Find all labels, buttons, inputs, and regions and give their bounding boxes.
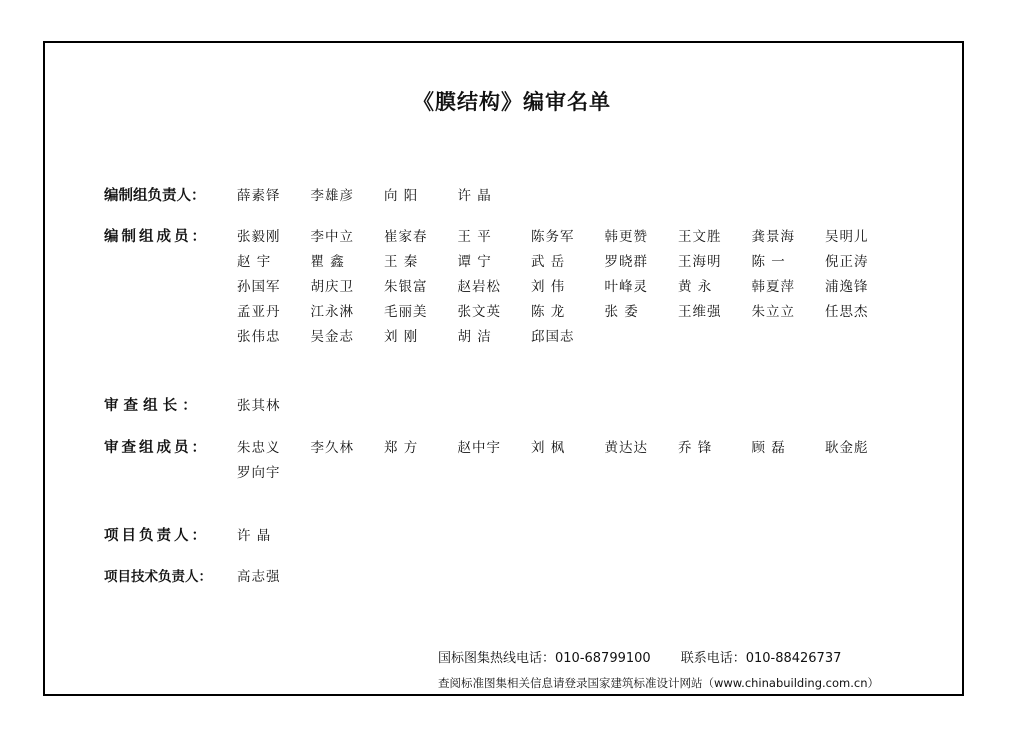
person-name: 耿金彪	[825, 440, 869, 456]
footer-contact-info	[438, 646, 879, 696]
section-xiangmu-jishu-fuzeren	[104, 565, 899, 590]
person-name: 吴明儿	[825, 229, 869, 245]
person-name: 黄 永	[678, 279, 713, 295]
person-name: 孙国军	[237, 279, 281, 295]
names-grid	[237, 394, 899, 419]
person-name: 胡 洁	[457, 329, 492, 345]
section-label: 审 查 组 长 ：	[104, 398, 197, 414]
person-name: 赵 宇	[237, 254, 272, 270]
person-name: 朱立立	[751, 304, 795, 320]
person-name: 陈务军	[531, 229, 575, 245]
person-name: 韩更赞	[604, 229, 648, 245]
page-title: 《膜结构》编审名单	[413, 90, 611, 114]
person-name: 叶峰灵	[604, 279, 648, 295]
person-name: 乔 锋	[678, 440, 713, 456]
person-name: 武 岳	[531, 254, 566, 270]
person-name: 张毅刚	[237, 229, 281, 245]
section-label: 编制组负责人：	[104, 188, 206, 204]
person-name: 龚景海	[751, 229, 795, 245]
contact-number: 010-88426737	[745, 651, 842, 666]
person-name: 王维强	[678, 304, 722, 320]
contact-label: 联系电话：	[680, 651, 746, 666]
person-name: 孟亚丹	[237, 304, 281, 320]
person-name: 高志强	[237, 569, 281, 585]
person-name: 张伟忠	[237, 329, 281, 345]
person-name: 张文英	[457, 304, 501, 320]
section-bianzhi-fuzeren	[104, 184, 899, 209]
hotline-label: 国标图集热线电话：	[438, 651, 556, 666]
section-shencha-zuzhang	[104, 394, 899, 419]
person-name: 李雄彦	[310, 188, 354, 204]
names-grid	[237, 565, 899, 590]
person-name: 张其林	[237, 398, 281, 414]
person-name: 李中立	[310, 229, 354, 245]
person-name: 胡庆卫	[310, 279, 354, 295]
person-name: 倪正涛	[825, 254, 869, 270]
person-name: 郑 方	[384, 440, 419, 456]
person-name: 谭 宁	[457, 254, 492, 270]
person-name: 陈 一	[751, 254, 786, 270]
names-grid	[237, 524, 899, 549]
names-grid	[237, 225, 899, 350]
section-label: 编制组成员：	[104, 229, 209, 245]
person-name: 李久林	[310, 440, 354, 456]
person-name: 任思杰	[825, 304, 869, 320]
person-name: 刘 刚	[384, 329, 419, 345]
person-name: 毛丽美	[384, 304, 428, 320]
section-xiangmu-fuzeren	[104, 524, 899, 549]
section-label: 项目负责人：	[104, 528, 209, 544]
names-grid	[237, 436, 899, 486]
names-grid	[237, 184, 899, 209]
person-name: 罗向宇	[237, 465, 281, 481]
person-name: 许 晶	[457, 188, 492, 204]
person-name: 薛素铎	[237, 188, 281, 204]
person-name: 江永淋	[310, 304, 354, 320]
footer-phone-line	[438, 646, 879, 671]
section-bianzhi-chengyuan	[104, 225, 899, 350]
person-name: 刘 枫	[531, 440, 566, 456]
person-name: 陈 龙	[531, 304, 566, 320]
person-name: 顾 磊	[751, 440, 786, 456]
person-name: 刘 伟	[531, 279, 566, 295]
hotline-number: 010-68799100	[555, 651, 651, 666]
person-name: 邱国志	[531, 329, 575, 345]
person-name: 向 阳	[384, 188, 419, 204]
person-name: 王 秦	[384, 254, 419, 270]
section-shencha-chengyuan	[104, 436, 899, 486]
section-label: 项目技术负责人：	[104, 569, 212, 585]
person-name: 浦逸锋	[825, 279, 869, 295]
person-name: 赵岩松	[457, 279, 501, 295]
person-name: 王海明	[678, 254, 722, 270]
person-name: 罗晓群	[604, 254, 648, 270]
person-name: 朱忠义	[237, 440, 281, 456]
person-name: 黄达达	[604, 440, 648, 456]
person-name: 吴金志	[310, 329, 354, 345]
person-name: 朱银富	[384, 279, 428, 295]
person-name: 王文胜	[678, 229, 722, 245]
person-name: 许 晶	[237, 528, 272, 544]
person-name: 韩夏萍	[751, 279, 795, 295]
person-name: 瞿 鑫	[310, 254, 345, 270]
person-name: 赵中宇	[457, 440, 501, 456]
person-name: 张 委	[604, 304, 639, 320]
person-name: 崔家春	[384, 229, 428, 245]
footer-website-line: 查阅标准图集相关信息请登录国家建筑标准设计网站（www.chinabuilding.com.cn）	[438, 676, 880, 690]
page-border-frame	[43, 41, 964, 696]
section-label: 审查组成员：	[104, 440, 209, 456]
person-name: 王 平	[457, 229, 492, 245]
